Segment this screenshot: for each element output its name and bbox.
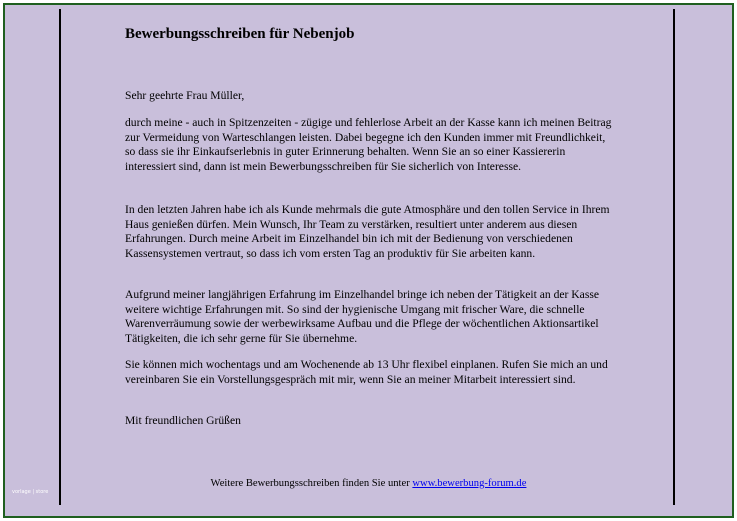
footer bbox=[0, 478, 737, 489]
right-margin-rule bbox=[673, 9, 675, 505]
paragraph-motivation: In den letzten Jahren habe ich als Kunde mehrmals die gute Atmosphäre und den tollen Service in Ihrem Haus genießen dürfen. Mein Wunsch, Ihr Team zu verstärken, resultiert unter anderem aus diesen Erfahrungen. Durch meine Arbeit im Einzelhandel bin ich mit der Bedienung von verschiedenen Kassensystemen vertraut, so dass ich vom ersten Tag an produktiv für Sie arbeiten kann. bbox=[125, 203, 610, 260]
salutation: Sehr geehrte Frau Müller, bbox=[125, 89, 245, 102]
left-margin-rule bbox=[59, 9, 61, 505]
document-title: Bewerbungsschreiben für Nebenjob bbox=[125, 26, 355, 42]
paragraph-intro: durch meine - auch in Spitzenzeiten - zügige und fehlerlose Arbeit an der Kasse kann ich meinen Beitrag zur Vermeidung von Warteschlangen leisten. Dabei begegne ich den Kunden immer mit Freundlichkeit, so dass sie ihr Einkaufserlebnis in guter Erinnerung behalten. Wenn Sie an so einer Kassiererin interessiert sind, dann ist mein Bewerbungsschreiben für Sie sicherlich von Interesse. bbox=[125, 116, 612, 173]
closing-phrase: Mit freundlichen Grüßen bbox=[125, 414, 241, 427]
footer-link[interactable]: www.bewerbung-forum.de bbox=[412, 478, 527, 489]
watermark: vorlage | store bbox=[12, 489, 49, 495]
paragraph-experience: Aufgrund meiner langjährigen Erfahrung im Einzelhandel bringe ich neben der Tätigkeit an der Kasse weitere wichtige Erfahrungen mit. So sind der hygienische Umgang mit frischer Ware, die schnelle Warenverräumung sowie der werbewirksame Aufbau und die Pflege der wöchentlichen Aktionsartikel Tätigkeiten, die ich sehr gerne für Sie übernehme. bbox=[125, 288, 599, 345]
paragraph-availability: Sie können mich wochentags und am Wochenende ab 13 Uhr flexibel einplanen. Rufen Sie mich an und vereinbaren Sie ein Vorstellungsgespräch mit mir, wenn Sie an meiner Mitarbeit interessiert sind. bbox=[125, 358, 608, 386]
footer-text: Weitere Bewerbungsschreiben finden Sie unter bbox=[210, 478, 410, 489]
